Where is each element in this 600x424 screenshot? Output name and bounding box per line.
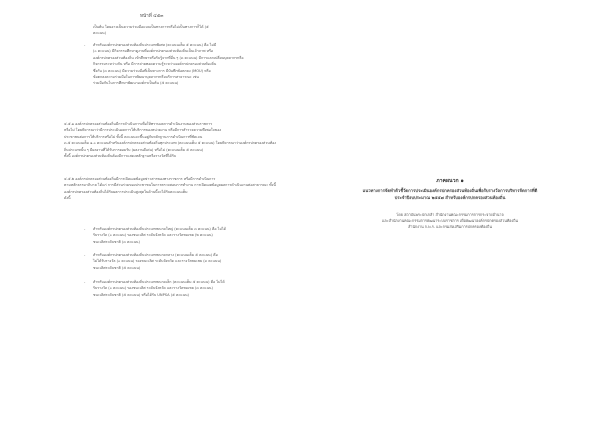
bullet-dot: -: [84, 43, 86, 47]
bullet-small-type-text: สำหรับองค์กรปกครองส่วนท้องถิ่นประเภทขนาดเล็ก (คะแนนเต็ม ๕ คะแนน) คือ ไม่ได้ รับรางวัล (๐ คะแนน) รองชนะเลิศ ระดับจังหวัด และรางวัลชมเชย (๓ คะแนน) ชนะเลิศระดับชาติ (๕ คะแนน) หรือได้รับ UNPSA (๕ คะแนน): [93, 280, 225, 297]
paragraph-top-tail-text: เป็นต้น โดยอาจเป็นความร่วมมือแบบเป็นทางการหรือไม่เป็นทางการก็ได้ (๕ คะแนน): [93, 25, 209, 36]
bullet-dot: -: [84, 227, 86, 231]
page-number: หน้าที่ ๔๕๓: [140, 14, 164, 19]
chapter-subtitle: แนวทางการจัดทำตัวชี้วัดการประเมินองค์กรปกครองส่วนท้องถิ่นเพื่อรับรางวัลการบริหารจัดการที่ดี ประจำปีงบประมาณ ๒๕๕๗ สำหรับองค์กรปกครองส่วนท้องถิ่น: [362, 188, 538, 200]
bullet-large-type-text: สำหรับองค์กรปกครองส่วนท้องถิ่นประเภทขนาดใหญ่ (คะแนนเต็ม ๓ คะแนน) คือ ไม่ได้ รับรางวัล (๐ คะแนน) รองชนะเลิศ ระดับจังหวัด และรางวัลชมเชย (๒ คะแนน) ชนะเลิศระดับชาติ (๓ คะแนน): [93, 227, 226, 244]
bullet-medium-type: [84, 252, 278, 271]
bullet-special-type: [84, 42, 278, 87]
paragraph-middle-text: ๔.๕.๑ องค์กรปกครองส่วนท้องถิ่นมีการดำเนินการเพื่อให้ทราบผลการดำเนินงานของส่วนราชการ หรือไม่ โดยพิจารณาว่ามีการประเมินผลการให้บริการของหน่วยงาน หรือมีการสำรวจความพึงพอใจของ ประชาชนต่อการให้บริการหรือไม่ ทั้งนี้ คะแนนจะขึ้นอยู่กับหลักฐานการดำเนินการที่ชัดเจน ๓.๕ คะแนนเต็ม ๑.๐ คะแนนสำหรับองค์กรปกครองส่วนท้องถิ่นทุกประเภท (คะแนนเต็ม ๕ คะแนน) โดยพิจารณาว่าองค์กรปกครองส่วนท้องถิ่นประเภทนั้น ๆ มีผลงานที่ได้รับการยอมรับ (ผลงานดีเด่น) หรือไม่ (คะแนนเต็ม ๕ คะแนน) ทั้งนี้ องค์กรปกครองส่วนท้องถิ่นต้องมีการแสดงหลักฐานหรือรางวัลที่ได้รับ: [64, 122, 276, 159]
paragraph-lower-text: ๔.๕.๒ องค์กรปกครองส่วนท้องถิ่นมีการเปิดเผยข้อมูลข่าวสารของทางราชการ หรือมีการดำเนินการ ตามหลักธรรมาภิบาล ได้แก่ การมีส่วนร่วมของประชาชนในการตรวจสอบการทำงาน การเปิดเผยข้อมูลผลการดำเนินงานต่อสาธารณะ ทั้งนี้ องค์กรปกครองส่วนท้องถิ่นได้รับผลการประเมินสูงสุดในด้านนี้จะได้รับคะแนนเต็ม ดังนี้: [64, 177, 276, 201]
bullet-large-type: [84, 226, 278, 245]
bullet-dot: -: [84, 253, 86, 257]
bullet-medium-type-text: สำหรับองค์กรปกครองส่วนท้องถิ่นประเภทขนาดกลาง (คะแนนเต็ม ๕ คะแนน) คือ ไม่ได้รับรางวัล (๐ คะแนน) รองชนะเลิศ ระดับจังหวัด และรางวัลชมเชย (๓ คะแนน) ชนะเลิศระดับชาติ (๕ คะแนน): [93, 253, 222, 270]
author-credit: โดย สถาบันพระปกเกล้า สำนักงานคณะกรรมการการกระจายอำนาจ และสำนักงานคณะกรรมการพัฒนาระบบราชการ เพื่อพัฒนาองค์กรปกครองส่วนท้องถิ่น สำนักงาน ก.พ.ร. และกรมส่งเสริมการปกครองท้องถิ่น: [382, 213, 518, 229]
right-page: [300, 0, 600, 424]
paragraph-lower: [64, 176, 279, 202]
chapter-title: ภาคผนวก ๑: [436, 178, 464, 184]
paragraph-top-tail: [93, 24, 273, 37]
bullet-small-type: [84, 279, 278, 298]
bullet-special-type-text: สำหรับองค์กรปกครองส่วนท้องถิ่นประเภทพิเศษ (คะแนนเต็ม ๕ คะแนน) คือ ไม่มี (๐ คะแนน) มีกิจกรรมศึกษาดูงานที่องค์กรปกครองส่วนท้องถิ่นเป็นเจ้าภาพ หรือ องค์กรปกครองส่วนท้องถิ่น เข้าศึกษาหรือรับรู้จากที่อื่น ๆ (๓ คะแนน) มีการแลกเปลี่ยนบุคลากรหรือ กิจกรรมระหว่างกัน หรือ มีการถ่ายทอดความรู้ระหว่างองค์กรปกครองส่วนท้องถิ่น ซึ่งกัน (๓ คะแนน) มีความร่วมมือที่เป็นทางการ มีบันทึกข้อตกลง (MOU) หรือ ข้อตกลงความร่วมมือในการพัฒนาบุคลากรหรือบริการสาธารณะ เช่น ร่วมมือกันในการศึกษาพัฒนาองค์กรเป็นต้น (๕ คะแนน): [93, 43, 244, 86]
paragraph-middle: [64, 121, 279, 159]
bullet-dot: -: [84, 280, 86, 284]
